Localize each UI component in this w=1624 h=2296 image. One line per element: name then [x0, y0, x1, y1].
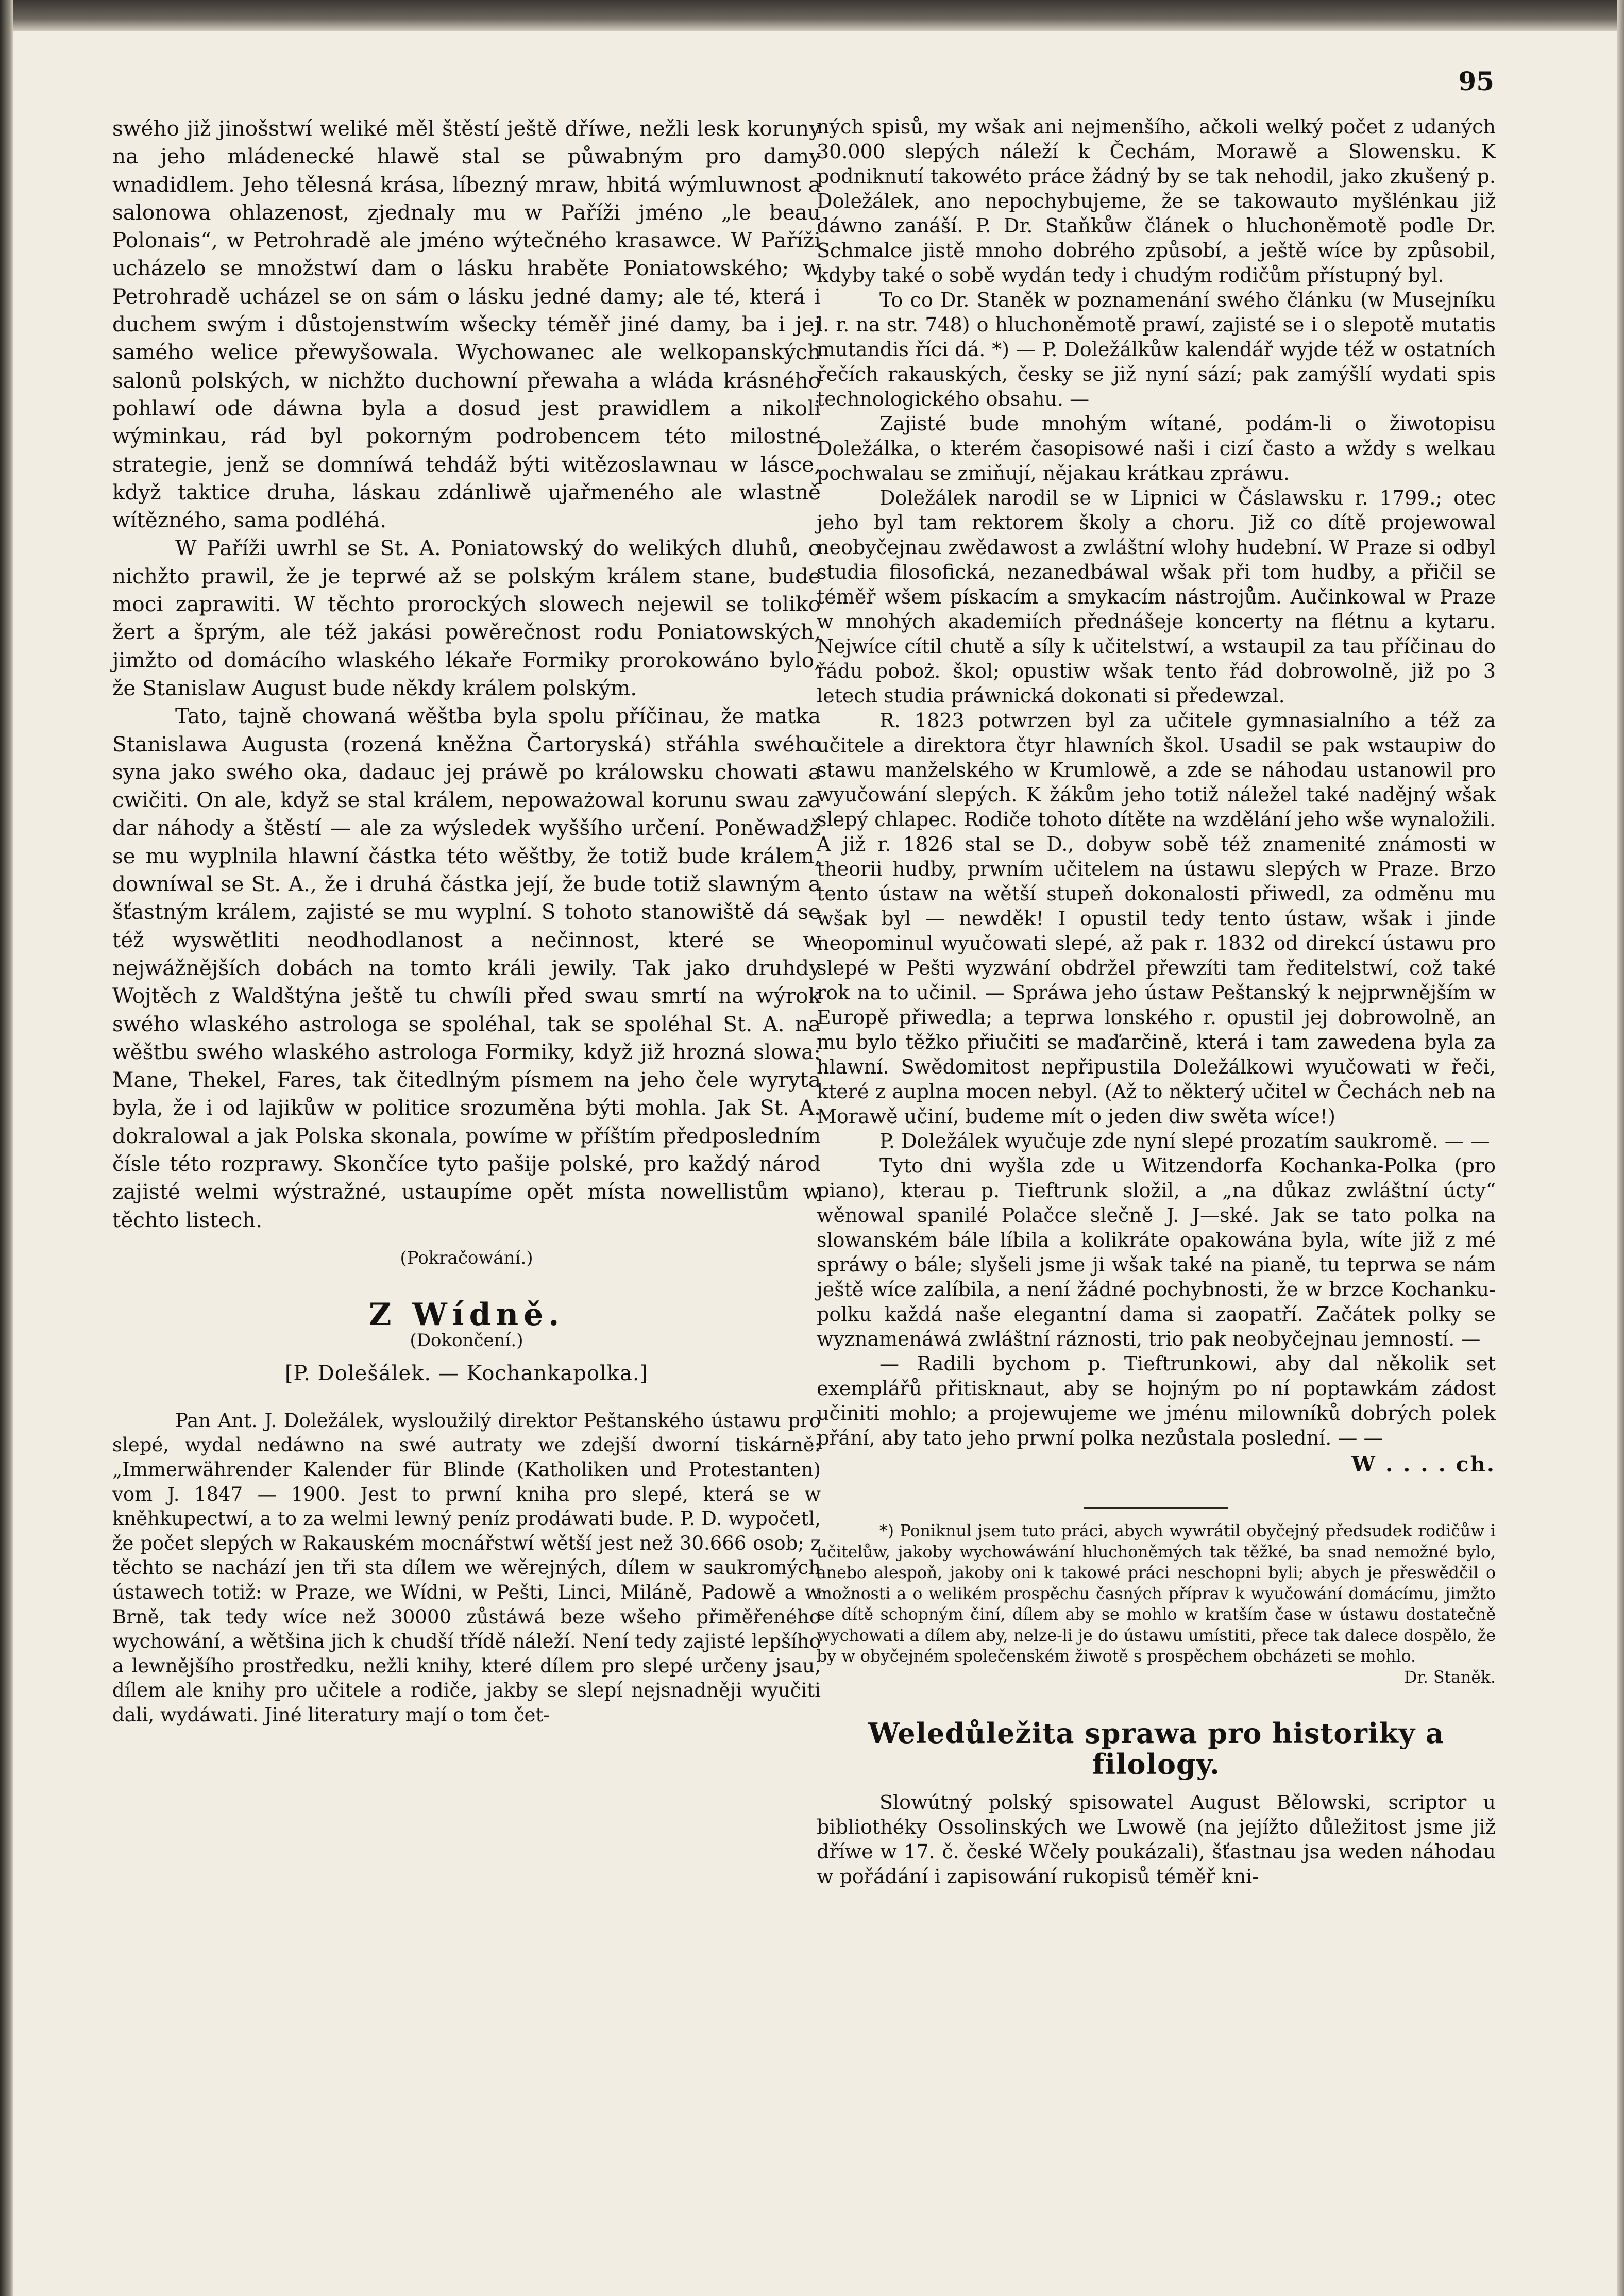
section-title: Z Wídně. [368, 1297, 565, 1333]
paragraph: P. Doležálek wyučuje zde nyní slepé prozatím saukromě. — — [879, 1130, 1490, 1152]
footnote: *) Poniknul jsem tuto práci, abych wywrátil obyčejný předsudek rodičůw i učitelůw, jakoby wychowáwání hluchoněmých tak těžké, ba snad nemožné bylo, anebo alespoň, jakoby oni k takowé práci neschopni byli; abych je přeswědčil o možnosti a o welikém prospěchu časných příprav k wyučowání domácímu, jimžto se dítě schopným činí, dílem aby se mohlo w kratším čase w ústawu dostatečně wychowati a dílem aby, nelze-li je do ústawu umístiti, přece tak dalece dospělo, že by w obyčejném společenském žiwotě s prospěchem obcházeti se mohlo. [817, 1522, 1496, 1666]
article-body [112, 1409, 821, 1728]
right-body-2 [817, 1790, 1496, 1889]
scan-right-edge [1617, 0, 1624, 2296]
paragraph: — Radili bychom p. Tieftrunkowi, aby dal několik set exemplářů přitisknaut, aby se hojným po ní poptawkám zádost učiniti mohlo; a projewujeme we jménu milowníků dobrých polek přání, aby tato jeho prwní polka nezůstala poslední. — — [817, 1352, 1496, 1449]
right-body [817, 114, 1496, 1450]
footnote-divider [1084, 1507, 1228, 1509]
section-subtitle: (Dokončení.) [410, 1330, 523, 1351]
paragraph: Doležálek narodil se w Lipnici w Čáslawsku r. 1799.; otec jeho byl tam rektorem školy a choru. Již co dítě projewowal neobyčejnau zwědawost a zwláštní wlohy hudební. W Praze si odbyl studia filosofická, nezanedbáwal wšak při tom hudby, a přičil se téměř wšem pískacím a smykacím nástrojům. Aučinkowal w Praze w mnohých akademiích přednášeje koncerty na flétnu a kytaru. Nejwíce cítil chutě a síly k učitelstwí, a wstaupil za tau příčinau do řádu poboż. škol; opustiw wšak tento řád dobrowolně, již po 3 letech studia práwnická dokonati si předewzal. [817, 487, 1496, 707]
paragraph: To co Dr. Staněk w poznamenání swého článku (w Musejníku l. r. na str. 748) o hluchoněmotě prawí, zajisté se i o slepotě mutatis mutandis říci dá. *) — P. Doležálkůw kalendář wyjde též w ostatních řečích rakauských, česky se již nyní sází; pak zamýšlí wydati spis technologického obsahu. — [817, 289, 1496, 410]
paragraph: Zajisté bude mnohým wítané, podám-li o žiwotopisu Doležálka, o kterém časopisowé naši i cizí často a wždy s welkau pochwalau se zmiňují, nějakau krátkau zpráwu. [817, 412, 1496, 484]
paragraph: W Paříži uwrhl se St. A. Poniatowský do welikých dluhů, o nichžto prawil, že je teprwé až se polským králem stane, bude moci zaprawiti. W těchto prorockých slowech nejewil se toliko žert a šprým, ale též jakási powěrečnost rodu Poniatowských, jimžto od domácího wlaského lékaře Formiky prorokowáno bylo, že Stanislaw August bude někdy králem polským. [112, 535, 821, 700]
paragraph: swého již jinošstwí weliké měl štěstí ještě dříwe, nežli lesk koruny na jeho mládenecké hlawě stal se půwabným pro damy wnadidlem. Jeho tělesná krása, líbezný mraw, hbitá wýmluwnost a salonowa ohlazenost, zjednaly mu w Paříži jméno „le beau Polonais“, w Petrohradě ale jméno wýtečného krasawce. W Paříži ucházelo se množstwí dam o lásku hraběte Poniatowského; w Petrohradě ucházel se on sám o lásku jedné damy; ale té, která i duchem swým i důstojenstwím wšecky téměř jiné damy, ba i jej samého welice přewyšowala. Wychowanec ale welkopanských salonů polských, w nichžto duchowní přewaha a wláda krásného pohlawí ode dáwna byla a dosud jest prawidlem a nikoli wýminkau, rád byl pokorným podrobencem této milostné strategie, jenž se domníwá tehdáž býti witězoslawnau w lásce, když taktice druha, láskau zdánliwě ujařmeného ale wlastně wítězného, sama podléhá. [112, 116, 821, 533]
section-heading: Weledůležita sprawa pro historiky a filology. [868, 1717, 1444, 1781]
right-column [817, 114, 1496, 1889]
left-column [112, 114, 821, 1727]
scan-binding-edge [0, 0, 13, 2296]
paragraph: Slowútný polský spisowatel August Bělowski, scriptor u bibliothéky Ossolinských we Lwowě (na jejížto důležitost jsme již dříwe w 17. č. české Wčely poukázali), šťastnau jsa weden náhodau w pořádání i zapisowání rukopisů téměř kni- [817, 1791, 1496, 1888]
paragraph: Tyto dni wyšla zde u Witzendorfa Kochanka-Polka (pro piano), kterau p. Tieftrunk složil, a „na důkaz zwláštní úcty“ wěnowal spanilé Polačce slečně J. J—ské. Jak se tato polka na slowanském bále líbila a kolikráte opakowána byla, wíte již z mé spráwy o bále; slyšeli jsme ji wšak také na pianě, tu teprwa se nám ještě wíce zalíbila, a není žádné pochybnosti, že w brzce Kochanku-polku každá naše elegantní dama si zaopatří. Začátek polky se wyznamenáwá zwláštní ráznosti, trio pak neobyčejnau jemností. — [817, 1154, 1496, 1350]
page-number: 95 [1458, 66, 1494, 96]
scan-top-edge [0, 0, 1624, 31]
paragraph: R. 1823 potwrzen byl za učitele gymnasialního a též za učitele a direktora čtyr hlawních škol. Usadil se pak wstaupiw do stawu manželského w Krumlowě, a zde se náhodau ustanowil pro wyučowání slepých. K žákům jeho totiž náležel také nadějný wšak slepý chlapec. Rodiče tohoto dítěte na wzdělání jeho wše wynaložili. A již r. 1826 stal se D., dobyw sobě též znamenité známosti w theorii hudby, prwním učitelem na ústawu slepých w Praze. Brzo tento ústaw na wětší stupeň dokonalosti přiwedl, za odměnu mu wšak byl — newděk! I opustil tedy tento ústaw, wšak i jinde neopominul wyučowati slepé, až pak r. 1832 od direkcí ústawu pro slepé w Pešti wyzwání obdržel přewzíti tam ředitelstwí, což také rok na to učinil. — Spráwa jeho ústaw Peštanský k nejprwnějším w Europě přiwedla; a teprwa lonského r. opustil jej dobrowolně, an mu bylo těžko přiučiti se maďarčině, která i tam zawedena byla za hlawní. Swědomitost nepřipustila Doležálkowi wyučowati w řeči, které z auplna mocen nebyl. (Až to některý učitel w Čechách neb na Morawě učiní, budeme mít o jeden diw swěta wíce!) [817, 709, 1496, 1128]
continued-note: (Pokračowání.) [400, 1247, 533, 1268]
paragraph: ných spisů, my wšak ani nejmenšího, ačkoli welký počet z udaných 30.000 slepých náleží k Čechám, Morawě a Slowensku. K podniknutí takowéto práce žádný by se tak nehodil, jako zkušený p. Doležálek, ano nepochybujeme, že se takowauto myšlénkau již dáwno zanáší. P. Dr. Staňkůw článek o hluchoněmotě podle Dr. Schmalce jistě mnoho dobrého způsobí, a ještě wíce by způsobil, kdyby také o sobě wydán tedy i chudým rodičům přístupný byl. [817, 115, 1496, 287]
footnote-signature: Dr. Staněk. [1404, 1668, 1496, 1687]
paragraph: Tato, tajně chowaná wěštba byla spolu příčinau, že matka Stanislawa Augusta (rozená kněžna Čartoryská) střáhla swého syna jako swého oka, dadauc jej práwě po králowsku chowati a cwičiti. On ale, když se stal králem, nepoważowal korunu swau za dar náhody a štěstí — ale za wýsledek wyššího určení. Poněwadž se mu wyplnila hlawní částka této wěštby, že totiž bude králem, downíwal se St. A., že i druhá částka její, že bude totiž slawným a šťastným králem, zajisté se mu wyplní. S tohoto stanowiště dá se též wyswětliti neodhodlanost a nečinnost, které se w nejwážnějších dobách na tomto králi jewily. Tak jako druhdy Wojtěch z Waldštýna ještě tu chwíli před swau smrtí na wýrok swého wlaského astrologa se spoléhal, tak se spoléhal St. A. na wěštbu swého wlaského astrologa Formiky, když již hrozná slowa: Mane, Thekel, Fares, tak čitedlným písmem na jeho čele wyryta byla, že i od lajikůw w politice srozuměna býti mohla. Jak St. A. dokralowal a jak Polska skonala, powíme w příštím předposledním čísle této rozprawy. Skončíce tyto pašije polské, pro každý národ zajisté welmi wýstražné, ustaupíme opět místa nowellistům w těchto listech. [112, 703, 821, 1232]
article-topic: [P. Dolešálek. — Kochankapolka.] [284, 1362, 649, 1386]
signature: W . . . . ch. [1351, 1452, 1496, 1477]
paragraph: Pan Ant. J. Doležálek, wysloužilý direktor Peštanského ústawu pro slepé, wydal nedáwno na swé autraty we zdejší dworní tiskárně: „Immerwährender Kalender für Blinde (Katholiken und Protestanten) vom J. 1847 — 1900. Jest to prwní kniha pro slepé, která se w kněhkupectwí, a to za welmi lewný peníz prodáwati bude. P. D. wypočetl, že počet slepých w Rakauském mocnářstwí wětší jest než 30.666 osob; z těchto se nachází jen tři sta dílem we wěrejných, dílem w saukromých ústawech totiž: w Praze, we Wídni, w Pešti, Linci, Miláně, Padowě a w Brně, tak tedy wíce než 30000 zůstáwá beze wšeho přiměřeného wychowání, a wětšina jich k chudší třídě náleží. Není tedy zajisté lepšího a lewnějšího prostředku, nežli knihy, které dílem pro slepé určeny jsau, dílem ale knihy pro učitele a rodiče, jakby se slepí nejsnadněji wyučiti dali, wydáwati. Jiné literatury mají o tom čet- [112, 1409, 821, 1726]
